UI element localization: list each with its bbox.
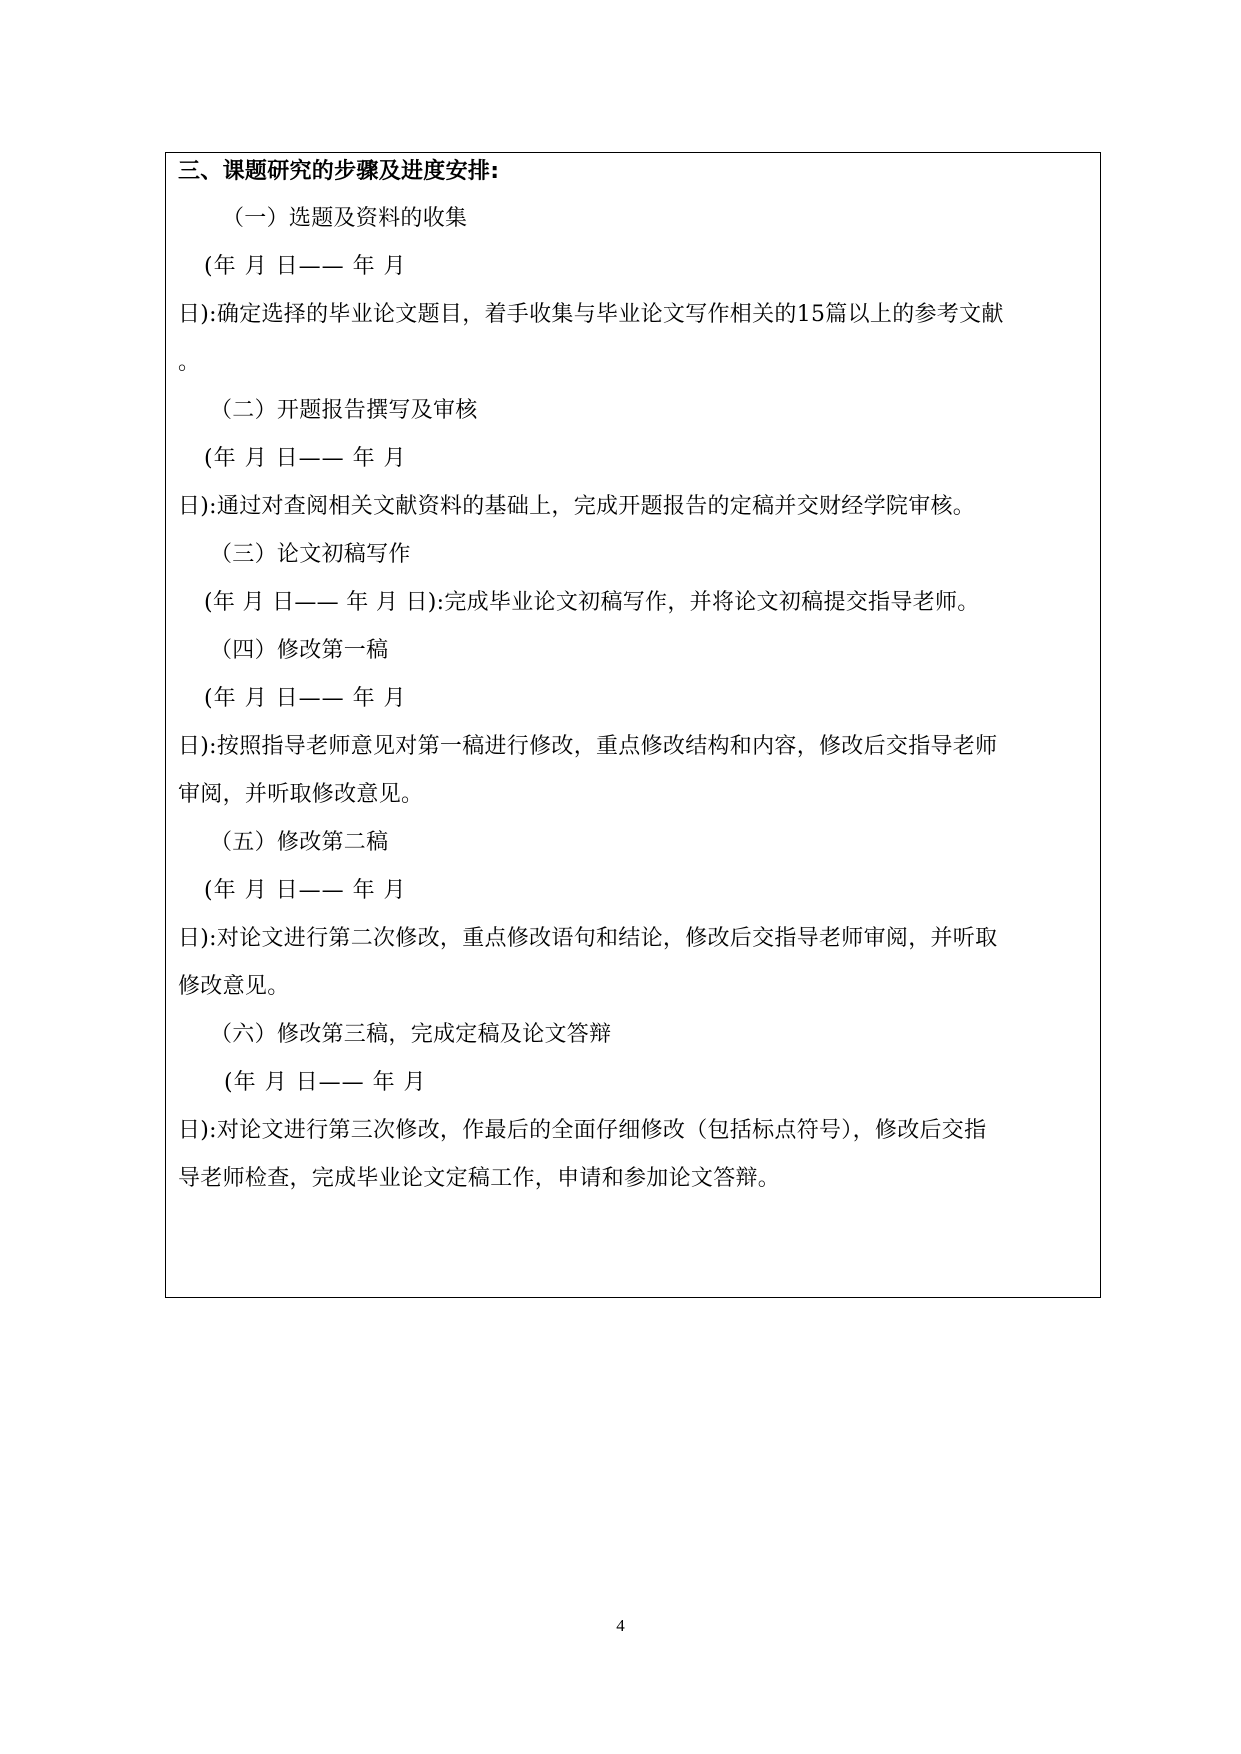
stage-1-date: (年 月 日—— 年 月 bbox=[204, 254, 407, 279]
page-number: 4 bbox=[616, 1616, 625, 1635]
stage-2-title: （二）开题报告撰写及审核 bbox=[210, 398, 478, 423]
stage-3-title: （三）论文初稿写作 bbox=[210, 542, 411, 567]
stage-1-title: （一）选题及资料的收集 bbox=[222, 206, 468, 231]
stage-4-title: （四）修改第一稿 bbox=[210, 638, 389, 663]
stage-6-desc-line-1: 日):对论文进行第三次修改，作最后的全面仔细修改（包括标点符号），修改后交指 bbox=[178, 1118, 987, 1143]
stage-5-date: (年 月 日—— 年 月 bbox=[204, 878, 407, 903]
stage-3-date-desc: (年 月 日—— 年 月 日):完成毕业论文初稿写作，并将论文初稿提交指导老师。 bbox=[204, 590, 980, 615]
content-table-cell bbox=[165, 152, 1101, 1298]
stage-6-desc-line-2: 导老师检查，完成毕业论文定稿工作，申请和参加论文答辩。 bbox=[178, 1166, 781, 1191]
section-heading: 三、课题研究的步骤及进度安排: bbox=[178, 159, 500, 184]
stage-1-desc-line-1: 日):确定选择的毕业论文题目，着手收集与毕业论文写作相关的15篇以上的参考文献 bbox=[178, 302, 1004, 327]
stage-4-desc-line-1: 日):按照指导老师意见对第一稿进行修改，重点修改结构和内容，修改后交指导老师 bbox=[178, 734, 998, 759]
stage-5-title: （五）修改第二稿 bbox=[210, 830, 389, 855]
stage-2-desc-line-1: 日):通过对查阅相关文献资料的基础上，完成开题报告的定稿并交财经学院审核。 bbox=[178, 494, 976, 519]
stage-2-date: (年 月 日—— 年 月 bbox=[204, 446, 407, 471]
stage-1-desc-line-2: 。 bbox=[178, 350, 201, 375]
stage-4-date: (年 月 日—— 年 月 bbox=[204, 686, 407, 711]
stage-6-date: (年 月 日—— 年 月 bbox=[224, 1070, 427, 1095]
stage-5-desc-line-2: 修改意见。 bbox=[178, 974, 290, 999]
stage-5-desc-line-1: 日):对论文进行第二次修改，重点修改语句和结论，修改后交指导老师审阅，并听取 bbox=[178, 926, 998, 951]
stage-4-desc-line-2: 审阅，并听取修改意见。 bbox=[178, 782, 424, 807]
stage-6-title: （六）修改第三稿，完成定稿及论文答辩 bbox=[210, 1022, 612, 1047]
